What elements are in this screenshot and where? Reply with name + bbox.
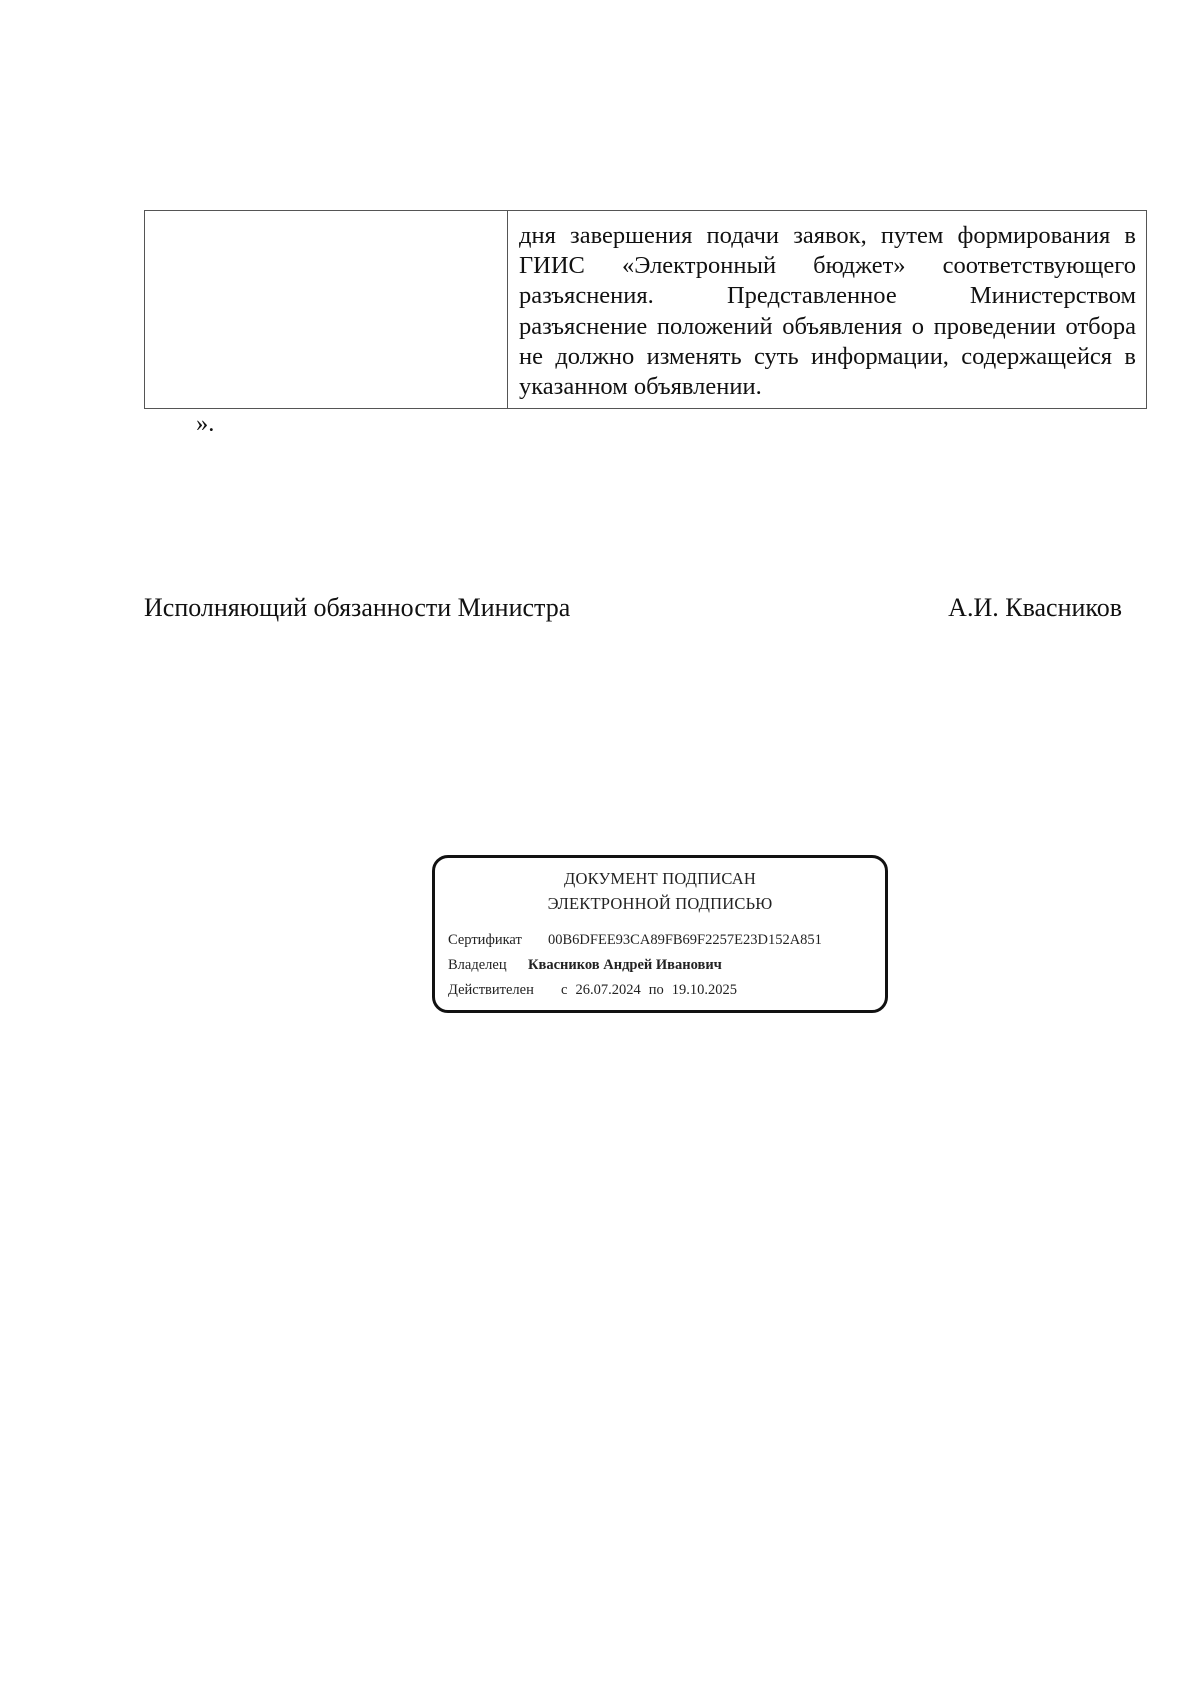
stamp-owner-value: Квасников Андрей Иванович bbox=[528, 957, 722, 973]
electronic-signature-stamp bbox=[432, 855, 888, 1013]
signatory-position: Исполняющий обязанности Министра bbox=[144, 593, 571, 622]
stamp-valid-from: 26.07.2024 bbox=[575, 982, 641, 998]
table-row bbox=[145, 211, 1147, 409]
stamp-certificate-label: Сертификат bbox=[448, 932, 522, 948]
stamp-valid-to: 19.10.2025 bbox=[671, 982, 737, 998]
stamp-certificate-row bbox=[448, 928, 885, 953]
table-cell-text: дня завершения подачи заявок, путем формирования в ГИИС «Электронный бюджет» соответствующего разъяснения. Представленное Министерством разъяснение положений объявления о проведении отбора не должно изменять суть информации, содержащейся в указанном объявлении. bbox=[519, 222, 1136, 401]
stamp-valid-from-prefix: с bbox=[561, 982, 568, 998]
stamp-title-line-1: ДОКУМЕНТ ПОДПИСАН bbox=[564, 869, 756, 888]
stamp-owner-row bbox=[448, 953, 885, 978]
table-cell-left bbox=[145, 211, 508, 409]
stamp-valid-label: Действителен bbox=[448, 982, 534, 998]
stamp-title-line-2: ЭЛЕКТРОННОЙ ПОДПИСЬЮ bbox=[547, 894, 773, 913]
table-cell-right bbox=[508, 211, 1147, 409]
stamp-valid-to-prefix: по bbox=[648, 982, 664, 998]
stamp-certificate-value: 00B6DFEE93CA89FB69F2257E23D152A851 bbox=[548, 932, 822, 948]
signatory-name: А.И. Квасников bbox=[948, 593, 1122, 622]
stamp-validity-row bbox=[448, 978, 885, 1003]
signature-line bbox=[144, 592, 1122, 624]
stamp-owner-label: Владелец bbox=[448, 957, 507, 973]
requirements-table-fragment bbox=[144, 210, 1147, 409]
stamp-title bbox=[435, 866, 885, 916]
stamp-details bbox=[448, 928, 885, 1003]
closing-quote: ». bbox=[196, 410, 215, 437]
